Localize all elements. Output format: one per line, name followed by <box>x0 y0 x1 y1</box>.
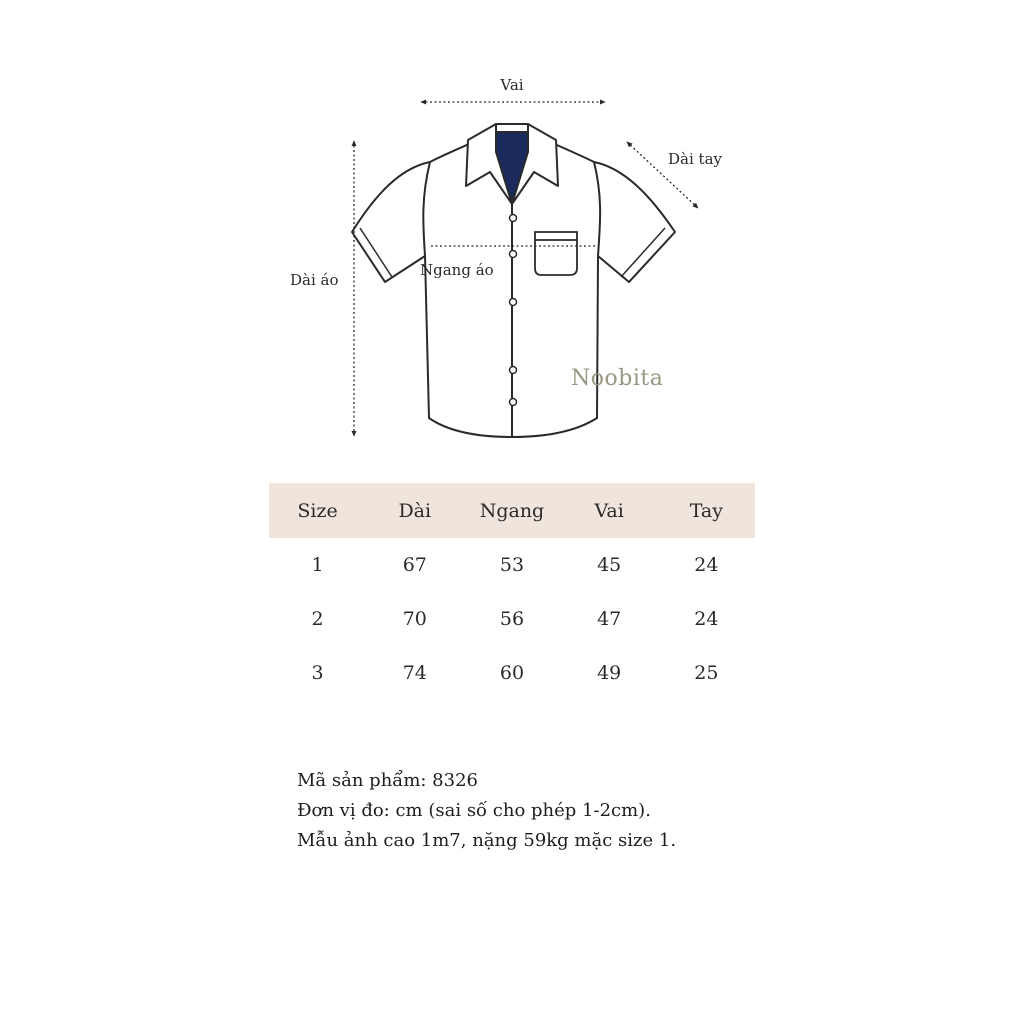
product-code-note: Mã sản phẩm: 8326 <box>297 770 478 791</box>
table-cell: 47 <box>597 608 622 630</box>
shirt-measurement-diagram <box>0 0 1024 470</box>
table-cell: 25 <box>694 662 719 684</box>
table-cell: 24 <box>694 608 719 630</box>
table-cell: 74 <box>402 662 427 684</box>
right-sleeve <box>594 162 675 282</box>
header-size: Size <box>297 499 338 522</box>
left-sleeve <box>352 162 430 282</box>
table-cell: 3 <box>311 662 324 684</box>
length-label: Dài áo <box>290 271 339 289</box>
header-length: Dài <box>398 499 432 522</box>
model-note: Mẫu ảnh cao 1m7, nặng 59kg mặc size 1. <box>297 830 677 851</box>
table-row <box>269 646 755 700</box>
header-shoulder: Vai <box>594 499 624 522</box>
header-width: Ngang <box>479 499 545 522</box>
header-sleeve: Tay <box>689 499 723 522</box>
table-cell: 60 <box>499 662 525 684</box>
shoulder-label: Vai <box>500 76 524 94</box>
table-header-row <box>269 483 755 538</box>
unit-note: Đơn vị đo: cm (sai số cho phép 1-2cm). <box>297 800 651 821</box>
table-cell: 45 <box>597 554 622 576</box>
table-row <box>269 592 755 646</box>
chest-label: Ngang áo <box>420 261 494 279</box>
sleeve-label: Dài tay <box>668 150 722 168</box>
table-cell: 70 <box>402 608 427 630</box>
brand-logo-text: Noobita <box>571 366 664 391</box>
product-notes <box>297 766 897 856</box>
table-cell: 67 <box>402 554 427 576</box>
table-cell: 24 <box>694 554 719 576</box>
size-table <box>269 483 755 700</box>
table-cell: 56 <box>499 608 525 630</box>
table-cell: 1 <box>311 554 324 576</box>
table-cell: 49 <box>597 662 622 684</box>
table-cell: 53 <box>499 554 525 576</box>
table-row <box>269 538 755 592</box>
table-cell: 2 <box>311 608 324 630</box>
